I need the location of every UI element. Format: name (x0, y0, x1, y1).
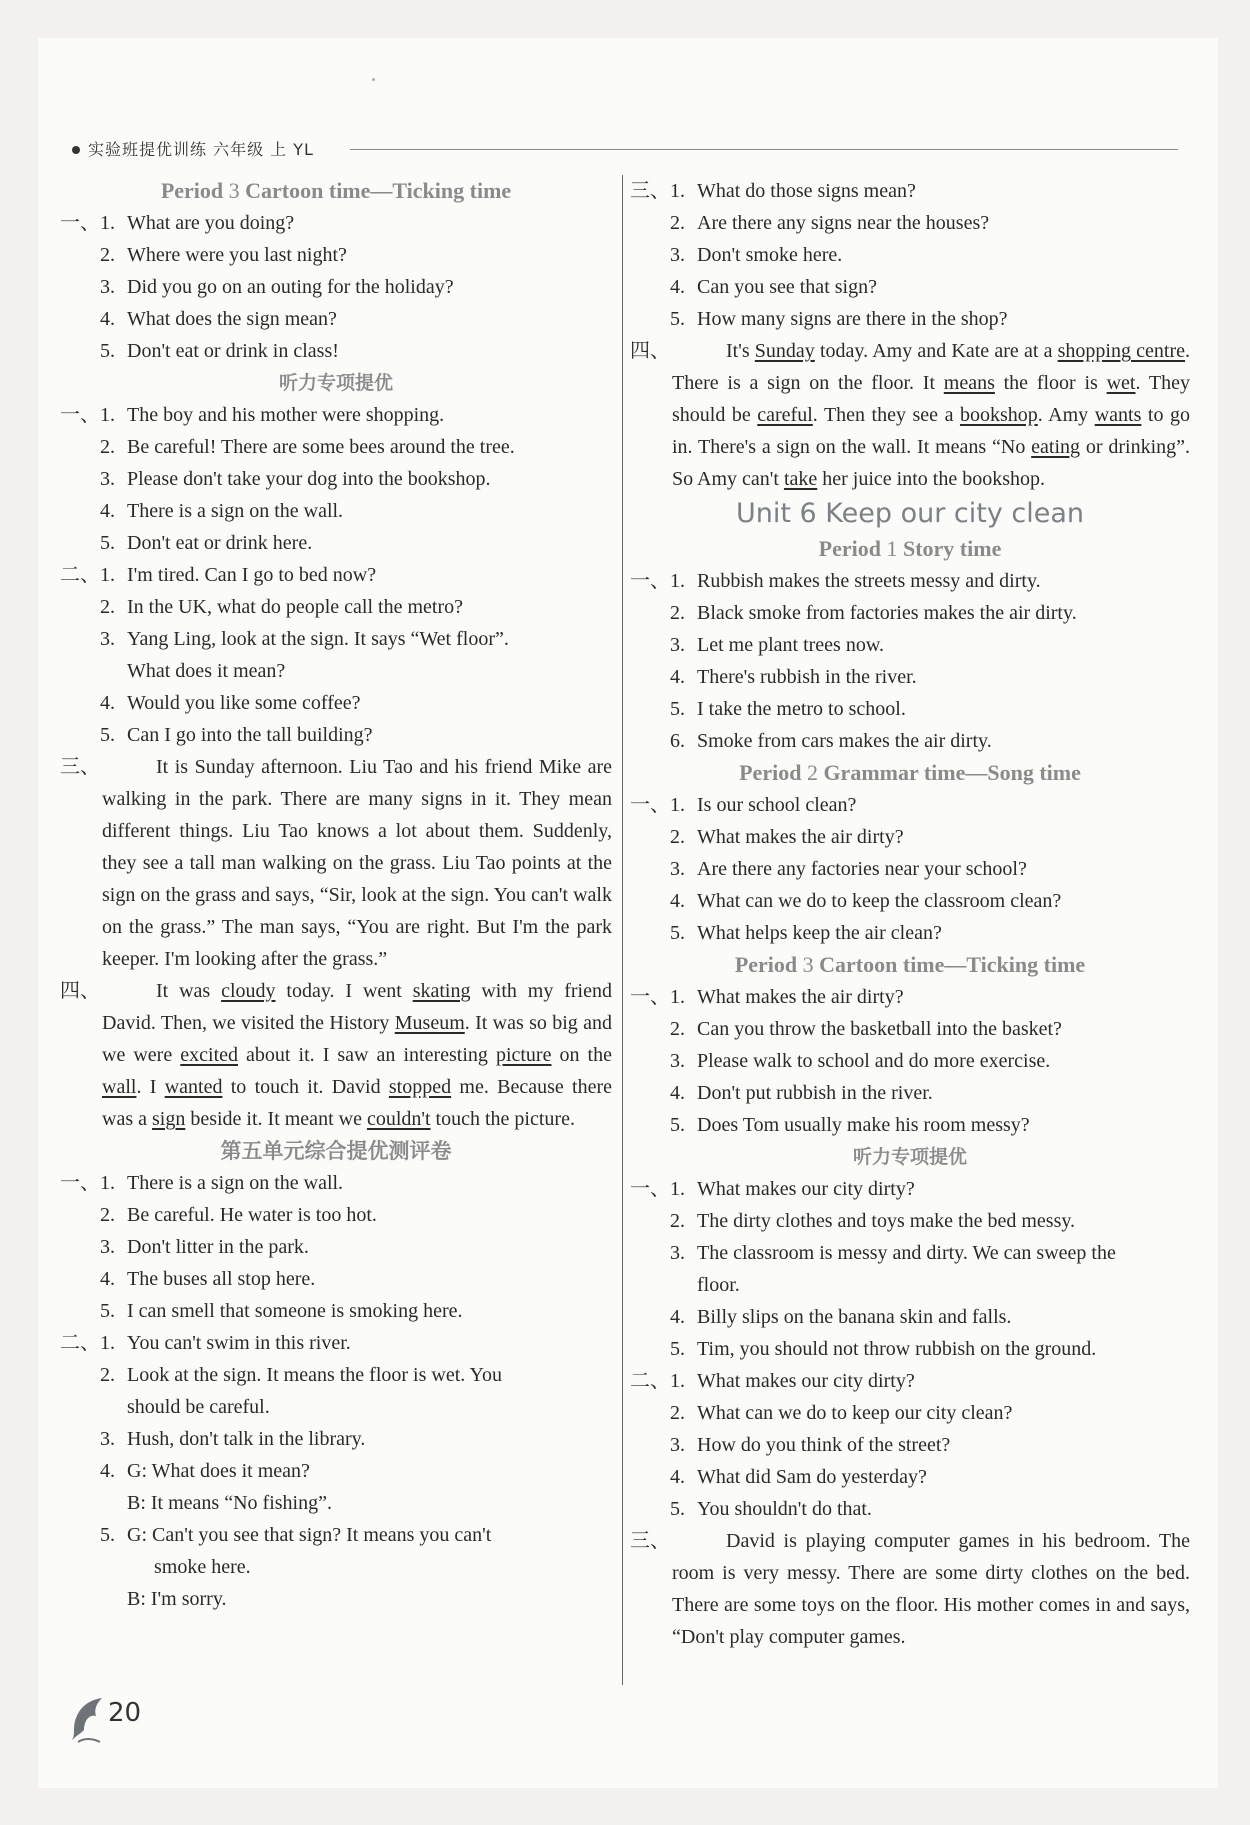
list-item-continuation: smoke here. (154, 1556, 251, 1578)
passage: 三、 It is Sunday afternoon. Liu Tao and his friend Mike are walking in the park. There are many signs in it. They mean different things. Liu Tao knows a lot about them. Suddenly, they see a tall man walking on the grass. Liu Tao points at the sign on the grass and says, “Sir, look at the sign. You can't walk on the grass.” The man says, “You are right. But I'm the park keeper. I'm looking after the grass.” (60, 751, 612, 975)
scan-dot (372, 78, 375, 81)
list-item: 3. The classroom is messy and dirty. We can sweep the (670, 1242, 1116, 1264)
list-item: 5. Does Tom usually make his room messy? (670, 1114, 1030, 1136)
list-item: 4. Can you see that sign? (670, 276, 877, 298)
list-item: 3. Let me plant trees now. (670, 634, 884, 656)
list-item: 5. What helps keep the air clean? (670, 922, 942, 944)
list-item: 二、 1. I'm tired. Can I go to bed now? (60, 564, 377, 586)
list-item-continuation: What does it mean? (127, 660, 286, 682)
list-item: 一、 1. Is our school clean? (630, 794, 857, 816)
passage: 三、 David is playing computer games in his bedroom. The room is very messy. There are some dirty clothes on the bed. There are some toys on the floor. His mother comes in and says, “Don't play computer games. (630, 1525, 1190, 1653)
list-item: 一、 1. What are you doing? (60, 212, 295, 234)
list-item-continuation: floor. (697, 1274, 740, 1296)
list-item: 2. Be careful! There are some bees around the tree. (100, 436, 515, 458)
dolphin-logo-icon (68, 1690, 112, 1746)
list-item: 2. What can we do to keep our city clean? (670, 1402, 1013, 1424)
list-item: 4. Billy slips on the banana skin and falls. (670, 1306, 1012, 1328)
list-item: 一、 1. The boy and his mother were shopping. (60, 404, 445, 426)
bullet-icon (72, 146, 80, 154)
header-text: 实验班提优训练 六年级 上 YL (88, 140, 314, 159)
list-item: 二、 1. You can't swim in this river. (60, 1332, 351, 1354)
list-item: 4. There is a sign on the wall. (100, 500, 344, 522)
list-item: 2. Can you throw the basketball into the basket? (670, 1018, 1062, 1040)
cloze-passage: 四、 It was cloudy today. I went skating with my friend David. Then, we visited the History Museum. It was so big and we were excited about it. I saw an interesting picture on the wall. I wanted to touch it. David stopped me. Because there was a sign beside it. It meant we couldn't touch the picture. (60, 975, 612, 1135)
list-item: 4. G: What does it mean? (100, 1460, 310, 1482)
left-period-3-heading: Period 3 Cartoon time—Ticking time (160, 178, 512, 203)
list-item: 4. The buses all stop here. (100, 1268, 316, 1290)
list-item: 5. Don't eat or drink here. (100, 532, 313, 554)
list-item: 4. What can we do to keep the classroom clean? (670, 890, 1062, 912)
list-item-continuation: B: I'm sorry. (127, 1588, 227, 1610)
list-item: 一、 1. Rubbish makes the streets messy and dirty. (630, 570, 1041, 592)
list-item: 5. I can smell that someone is smoking here. (100, 1300, 463, 1322)
list-item-continuation: should be careful. (127, 1396, 270, 1418)
right-period-2-heading: Period 2 Grammar time—Song time (739, 760, 1081, 785)
running-header (88, 137, 1178, 161)
list-item: 3. Please walk to school and do more exercise. (670, 1050, 1051, 1072)
cloze-text: It's Sunday today. Amy and Kate are at a shopping centre. There is a sign on the floor. It means the floor is wet. They should be careful. Then they see a bookshop. Amy wants to go in. There's a sign on the wall. It means “No eating or drinking”. So Amy can't take her juice into the bookshop. (672, 340, 1191, 490)
cloze-text: It was cloudy today. I went skating with my friend David. Then, we visited the History Museum. It was so big and we were excited about it. I saw an interesting picture on the wall. I wanted to touch it. David stopped me. Because there was a sign beside it. It meant we couldn't touch the picture. (102, 980, 612, 1130)
listening-heading: 听力专项提优 (278, 372, 393, 394)
list-item: 3. How do you think of the street? (670, 1434, 951, 1456)
list-item: 3. Did you go on an outing for the holiday? (100, 276, 454, 298)
list-item: 一、 1. What makes our city dirty? (630, 1178, 915, 1200)
unit-5-test-heading: 第五单元综合提优测评卷 (220, 1139, 452, 1163)
list-item: 5. G: Can't you see that sign? It means you can't (100, 1524, 492, 1546)
list-item: 2. Look at the sign. It means the floor is wet. You (100, 1364, 502, 1386)
list-item: 2. What makes the air dirty? (670, 826, 904, 848)
right-period-1-heading: Period 1 Story time (818, 536, 1002, 561)
list-item: 3. Please don't take your dog into the bookshop. (100, 468, 491, 490)
list-item: 4. There's rubbish in the river. (670, 666, 917, 688)
list-item: 4. Would you like some coffee? (100, 692, 361, 714)
list-item: 5. You shouldn't do that. (670, 1498, 872, 1520)
list-item: 4. What does the sign mean? (100, 308, 337, 330)
list-item: 2. Black smoke from factories makes the air dirty. (670, 602, 1077, 624)
left-column (60, 175, 612, 1615)
unit-6-title: Unit 6 Keep our city clean (735, 498, 1085, 529)
listening-heading: 听力专项提优 (852, 1146, 967, 1168)
column-divider (622, 175, 623, 1685)
list-item: 二、 1. What makes our city dirty? (630, 1370, 915, 1392)
list-item: 3. Don't litter in the park. (100, 1236, 309, 1258)
list-item: 2. Are there any signs near the houses? (670, 212, 990, 234)
list-item-continuation: B: It means “No fishing”. (127, 1492, 332, 1514)
list-item: 一、 1. There is a sign on the wall. (60, 1172, 344, 1194)
passage-text: It is Sunday afternoon. Liu Tao and his friend Mike are walking in the park. There are many signs in it. They mean different things. Liu Tao knows a lot about them. Suddenly, they see a tall man walking on the grass. Liu Tao points at the sign on the grass and says, “Sir, look at the sign. You can't walk on the grass.” The man says, “You are right. But I'm the park keeper. I'm looking after the grass.” (102, 756, 612, 970)
cloze-passage: 四、 It's Sunday today. Amy and Kate are at a shopping centre. There is a sign on the floor. It means the floor is wet. They should be careful. Then they see a bookshop. Amy wants to go in. There's a sign on the wall. It means “No eating or drinking”. So Amy can't take her juice into the bookshop. (630, 335, 1190, 495)
list-item: 5. Don't eat or drink in class! (100, 340, 339, 362)
list-item: 4. What did Sam do yesterday? (670, 1466, 927, 1488)
list-item: 3. Hush, don't talk in the library. (100, 1428, 366, 1450)
passage-text: David is playing computer games in his bedroom. The room is very messy. There are some dirty clothes on the bed. There are some toys on the floor. His mother comes in and says, “Don't play computer games. (672, 1530, 1190, 1648)
list-item: 2. Where were you last night? (100, 244, 347, 266)
page-footer (68, 1690, 148, 1750)
right-period-3-heading: Period 3 Cartoon time—Ticking time (734, 952, 1086, 977)
header-rule (350, 149, 1178, 150)
list-item: 5. How many signs are there in the shop? (670, 308, 1008, 330)
right-column (630, 175, 1190, 1653)
list-item: 2. In the UK, what do people call the metro? (100, 596, 463, 618)
list-item: 5. Tim, you should not throw rubbish on the ground. (670, 1338, 1097, 1360)
list-item: 5. I take the metro to school. (670, 698, 906, 720)
list-item: 3. Yang Ling, look at the sign. It says “Wet floor”. (100, 628, 509, 650)
list-item: 5. Can I go into the tall building? (100, 724, 373, 746)
list-item: 4. Don't put rubbish in the river. (670, 1082, 933, 1104)
list-item: 一、 1. What makes the air dirty? (630, 986, 904, 1008)
page-number: 20 (108, 1698, 142, 1728)
list-item: 2. The dirty clothes and toys make the bed messy. (670, 1210, 1076, 1232)
list-item: 2. Be careful. He water is too hot. (100, 1204, 377, 1226)
list-item: 3. Don't smoke here. (670, 244, 843, 266)
list-item: 6. Smoke from cars makes the air dirty. (670, 730, 992, 752)
list-item: 三、 1. What do those signs mean? (630, 180, 916, 202)
list-item: 3. Are there any factories near your school? (670, 858, 1027, 880)
